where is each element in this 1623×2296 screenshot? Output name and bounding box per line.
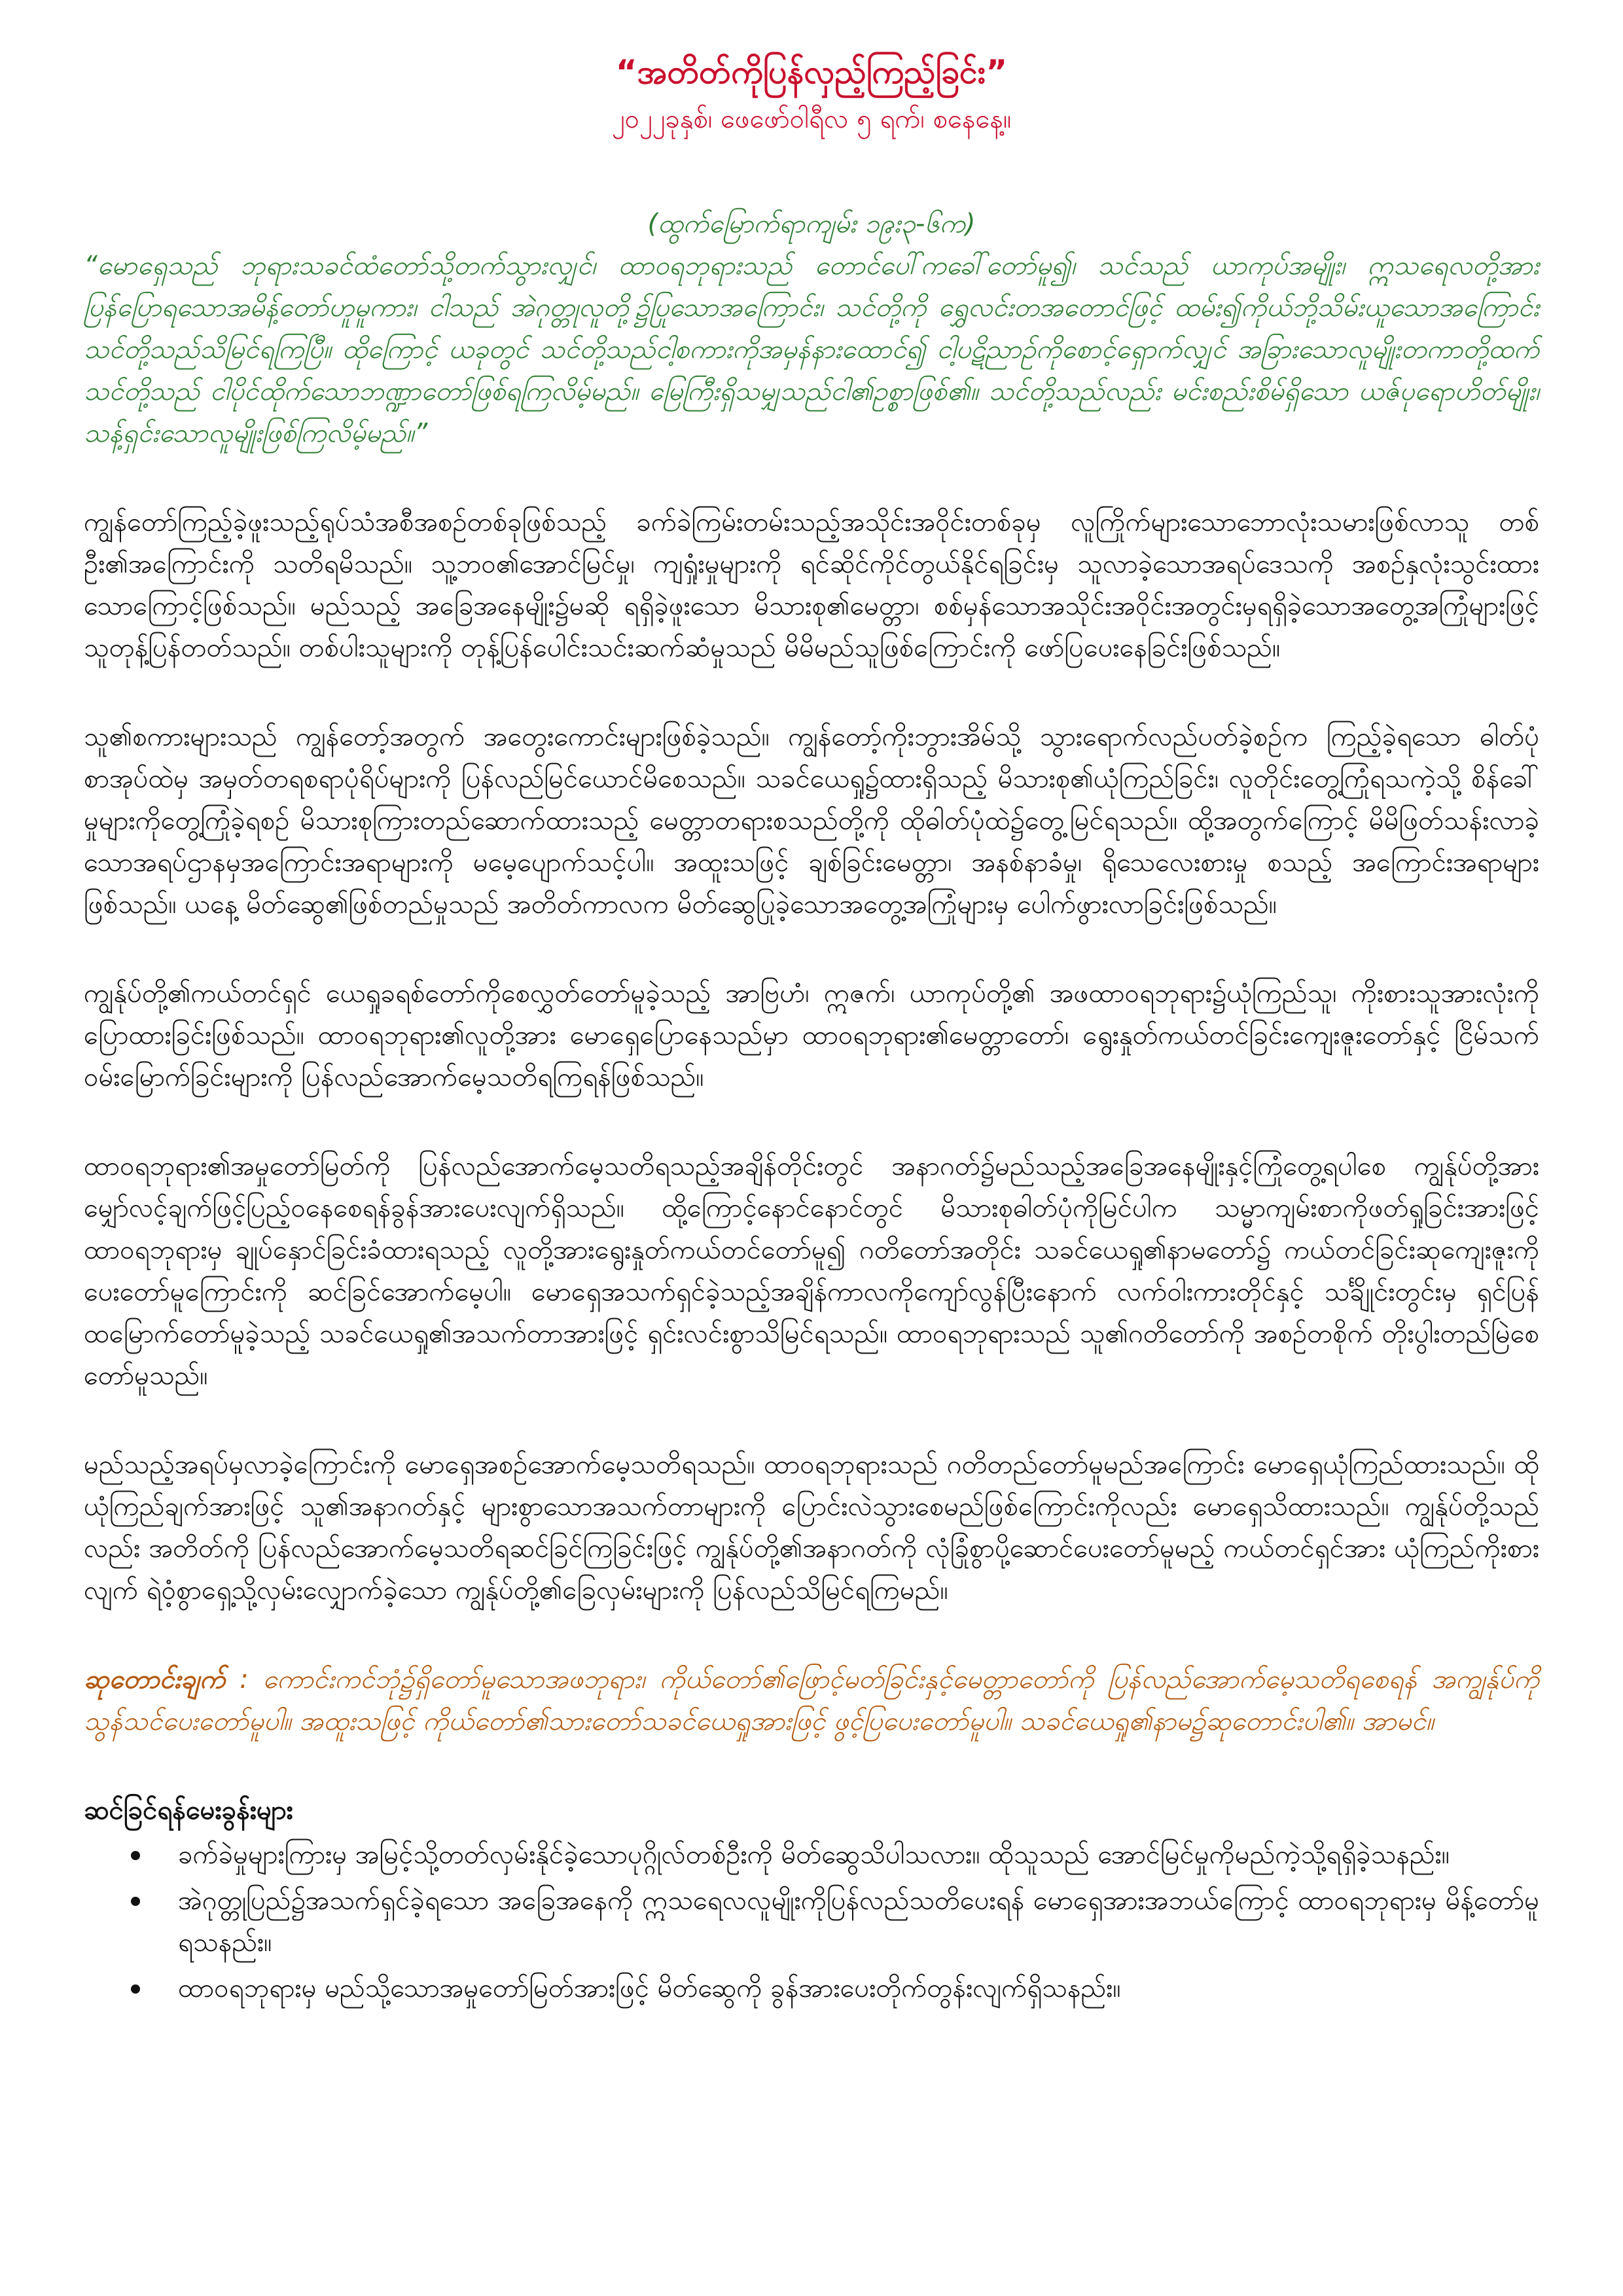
question-text: ထာဝရဘုရားမှ မည်သို့သောအမှုတော်မြတ်အားဖြင့် မိတ်ဆွေကို ခွန်အားပေးတိုက်တွန်းလျက်ရှိသနည်း။ xyxy=(178,1973,1121,2003)
devotional-page xyxy=(84,46,1539,2013)
questions-list xyxy=(84,1834,1539,2009)
prayer-separator: : xyxy=(225,1664,263,1695)
body-paragraph-2: သူ၏စကားများသည် ကျွန်တော့်အတွက် အတွေးကောင်းများဖြစ်ခဲ့သည်။ ကျွန်တော့်ကိုးဘွားအိမ်သို့ သွားရောက်လည်ပတ်ခဲ့စဉ်က ကြည့်ခဲ့ရသော ဓါတ်ပုံစာအုပ်ထဲမှ အမှတ်တရစရာပုံရိပ်များကို ပြန်လည်မြင်ယောင်မိစေသည်။ သခင်ယေရှု၌ထားရှိသည့် မိသားစု၏ယုံကြည်ခြင်း၊ လူတိုင်းတွေ့ကြုံရသကဲ့သို့ စိန်ခေါ်မှုများကိုတွေ့ကြုံခဲ့ရစဉ် မိသားစုကြားတည်ဆောက်ထားသည့် မေတ္တာတရားစသည်တို့ကို ထိုဓါတ်ပုံထဲ၌တွေ့မြင်ရသည်။ ထို့အတွက်ကြောင့် မိမိဖြတ်သန်းလာခဲ့သောအရပ်ဌာနမှအကြောင်းအရာများကို မမေ့ပျောက်သင့်ပါ။ အထူးသဖြင့် ချစ်ခြင်းမေတ္တာ၊ အနစ်နာခံမှု၊ ရိုသေလေးစားမှု စသည့် အကြောင်းအရာများဖြစ်သည်။ ယနေ့ မိတ်ဆွေ၏ဖြစ်တည်မှုသည် အတိတ်ကာလက မိတ်ဆွေပြုခဲ့သောအတွေ့အကြုံများမှ ပေါက်ဖွားလာခြင်းဖြစ်သည်။ xyxy=(84,722,1539,920)
question-text: အဲဂုတ္တုပြည်၌အသက်ရှင်ခဲ့ရသော အခြေအနေကို ဣသရေလလူမျိုးကိုပြန်လည်သတိပေးရန် မောရှေအားအဘယ်ကြောင့် ထာဝရဘုရားမှ မိန့်တော်မူရသနည်း။ xyxy=(178,1886,1539,1958)
scripture-text: “မောရှေသည် ဘုရားသခင်ထံတော်သို့တက်သွားလျှင်၊ ထာဝရဘုရားသည် တောင်ပေါ်ကခေါ်တော်မူ၍၊ သင်သည် ယာကုပ်အမျိုး၊ ဣသရေလတို့အား ပြန်ပြောရသောအမိန့်တော်ဟူမူကား၊ ငါသည် အဲဂုတ္တုလူတို့၌ပြုသောအကြောင်း၊ သင်တို့ကို ရွှေလင်းတအတောင်ဖြင့် ထမ်း၍ကိုယ်ဘို့သိမ်းယူသောအကြောင်း သင်တို့သည်သိမြင်ရကြပြီ။ ထိုကြောင့် ယခုတွင် သင်တို့သည်ငါ့စကားကိုအမှန်နားထောင်၍ ငါ့ပဋိညာဉ်ကိုစောင့်ရှောက်လျှင် အခြားသောလူမျိုးတကာတို့ထက် သင်တို့သည် ငါပိုင်ထိုက်သောဘဏ္ဍာတော်ဖြစ်ရကြလိမ့်မည်။ မြေကြီးရှိသမျှသည်ငါ၏ဥစ္စာဖြစ်၏။ သင်တို့သည်လည်း မင်းစည်းစိမ်ရှိသော ယဇ်ပုရောဟိတ်မျိုး၊ သန့်ရှင်းသောလူမျိုးဖြစ်ကြလိမ့်မည်။” xyxy=(84,251,1539,448)
body-paragraph-1: ကျွန်တော်ကြည့်ခဲ့ဖူးသည့်ရုပ်သံအစီအစဉ်တစ်ခုဖြစ်သည့် ခက်ခဲကြမ်းတမ်းသည့်အသိုင်းအဝိုင်းတစ်ခုမှ လူကြိုက်များသောဘောလုံးသမားဖြစ်လာသူ တစ်ဦး၏အကြောင်းကို သတိရမိသည်။ သူ့ဘဝ၏အောင်မြင်မှု၊ ကျရှုံးမှုများကို ရင်ဆိုင်ကိုင်တွယ်နိုင်ရခြင်းမှ သူလာခဲ့သောအရပ်ဒေသကို အစဉ်နှလုံးသွင်းထားသောကြောင့်ဖြစ်သည်။ မည်သည့် အခြေအနေမျိုး၌မဆို ရရှိခဲ့ဖူးသော မိသားစု၏မေတ္တာ၊ စစ်မှန်သောအသိုင်းအဝိုင်းအတွင်းမှရရှိခဲ့သောအတွေ့အကြုံများဖြင့် သူတုန့်ပြန်တတ်သည်။ တစ်ပါးသူများကို တုန့်ပြန်ပေါင်းသင်းဆက်ဆံမှုသည် မိမိမည်သူဖြစ်ကြောင်းကို ဖော်ပြပေးနေခြင်းဖြစ်သည်။ xyxy=(84,507,1539,663)
list-item xyxy=(131,1880,1539,1964)
bullet-icon xyxy=(131,1851,140,1860)
prayer-text: ကောင်းကင်ဘုံ၌ရှိတော်မူသောအဖဘုရား၊ ကိုယ်တော်၏ဖြောင့်မတ်ခြင်းနှင့်မေတ္တာတော်ကို ပြန်လည်အောက်မေ့သတိရစေရန် အကျွန်ုပ်ကိုသွန်သင်ပေးတော်မူပါ။ အထူးသဖြင့် ကိုယ်တော်၏သားတော်သခင်ယေရှုအားဖြင့် ဖွင့်ပြပေးတော်မူပါ။ သခင်ယေရှု၏နာမ၌ဆုတောင်းပါ၏။ အာမင်။ xyxy=(84,1664,1539,1736)
body-paragraph-3: ကျွန်ုပ်တို့၏ကယ်တင်ရှင် ယေရှုခရစ်တော်ကိုစေလွှတ်တော်မူခဲ့သည့် အာဗြဟံ၊ ဣဇက်၊ ယာကုပ်တို့၏ အဖထာဝရဘုရား၌ယုံကြည်သူ၊ ကိုးစားသူအားလုံးကိုပြောထားခြင်းဖြစ်သည်။ ထာဝရဘုရား၏လူတို့အား မောရှေပြောနေသည်မှာ ထာဝရဘုရား၏မေတ္တာတော်၊ ရွေးနှုတ်ကယ်တင်ခြင်းကျေးဇူးတော်နှင့် ငြိမ်သက်ဝမ်းမြောက်ခြင်းများကို ပြန်လည်အောက်မေ့သတိရကြရန်ဖြစ်သည်။ xyxy=(84,978,1539,1092)
questions-heading: ဆင်ခြင်ရန်မေးခွန်းများ xyxy=(84,1795,293,1825)
bullet-icon xyxy=(131,1897,140,1906)
body-paragraph-4: ထာဝရဘုရား၏အမှုတော်မြတ်ကို ပြန်လည်အောက်မေ့သတိရသည့်အချိန်တိုင်းတွင် အနာဂတ်၌မည်သည့်အခြေအနေမျိုးနှင့်ကြုံတွေ့ရပါစေ ကျွန်ုပ်တို့အား မျှော်လင့်ချက်ဖြင့်ပြည့်ဝနေစေရန်ခွန်အားပေးလျက်ရှိသည်။ ထို့ကြောင့်နောင်နောင်တွင် မိသားစုဓါတ်ပုံကိုမြင်ပါက သမ္မာကျမ်းစာကိုဖတ်ရှုခြင်းအားဖြင့် ထာဝရဘုရားမှ ချုပ်နှောင်ခြင်းခံထားရသည့် လူတို့အားရွေးနှုတ်ကယ်တင်တော်မူ၍ ဂတိတော်အတိုင်း သခင်ယေရှု၏နာမတော်၌ ကယ်တင်ခြင်းဆုကျေးဇူးကိုပေးတော်မူကြောင်းကို ဆင်ခြင်အောက်မေ့ပါ။ မောရှေအသက်ရှင်ခဲ့သည့်အချိန်ကာလကိုကျော်လွန်ပြီးနောက် လက်ဝါးကားတိုင်နှင့် သင်္ချိုင်းတွင်းမှ ရှင်ပြန်ထမြောက်တော်မူခဲ့သည့် သခင်ယေရှု၏အသက်တာအားဖြင့် ရှင်းလင်းစွာသိမြင်ရသည်။ ထာဝရဘုရားသည် သူ၏ဂတိတော်ကို အစဉ်တစိုက် တိုးပွါးတည်မြဲစေတော်မူသည်။ xyxy=(84,1151,1539,1391)
bullet-icon xyxy=(131,1984,140,1994)
page-date: ၂၀၂၂ခုနှစ်၊ ဖေဖော်ဝါရီလ ၅ ရက်၊ စနေနေ့။ xyxy=(611,104,1012,134)
list-item xyxy=(131,1834,1539,1876)
prayer-label: ဆုတောင်းချက် xyxy=(84,1664,226,1695)
question-text: ခက်ခဲမှုများကြားမှ အမြင့်သို့တတ်လှမ်းနိုင်ခဲ့သောပုဂ္ဂိုလ်တစ်ဦးကို မိတ်ဆွေသိပါသလား။ ထိုသူသည် အောင်မြင်မှုကိုမည်ကဲ့သို့ရရှိခဲ့သနည်း။ xyxy=(178,1840,1450,1870)
body-paragraph-5: မည်သည့်အရပ်မှလာခဲ့ကြောင်းကို မောရှေအစဉ်အောက်မေ့သတိရသည်။ ထာဝရဘုရားသည် ဂတိတည်တော်မူမည်အကြောင်း မောရှေယုံကြည်ထားသည်။ ထိုယုံကြည်ချက်အားဖြင့် သူ၏အနာဂတ်နှင့် များစွာသောအသက်တာများကို ပြောင်းလဲသွားစေမည်ဖြစ်ကြောင်းကိုလည်း မောရှေသိထားသည်။ ကျွန်ုပ်တို့သည်လည်း အတိတ်ကို ပြန်လည်အောက်မေ့သတိရဆင်ခြင်ကြခြင်းဖြင့် ကျွန်ုပ်တို့၏အနာဂတ်ကို လုံခြုံစွာပို့ဆောင်ပေးတော်မူမည့် ကယ်တင်ရှင်အား ယုံကြည်ကိုးစားလျက် ရဲဝံ့စွာရှေ့သို့လှမ်းလျှောက်ခဲ့သော ကျွန်ုပ်တို့၏ခြေလှမ်းများကို ပြန်လည်သိမြင်ရကြမည်။ xyxy=(84,1450,1539,1605)
list-item xyxy=(131,1967,1539,2009)
scripture-reference: (ထွက်မြောက်ရာကျမ်း ၁၉း၃-၆က) xyxy=(647,209,976,239)
prayer-block xyxy=(84,1659,1539,1742)
page-title: “အတိတ်ကိုပြန်လှည့်ကြည့်ခြင်း” xyxy=(615,53,1008,91)
